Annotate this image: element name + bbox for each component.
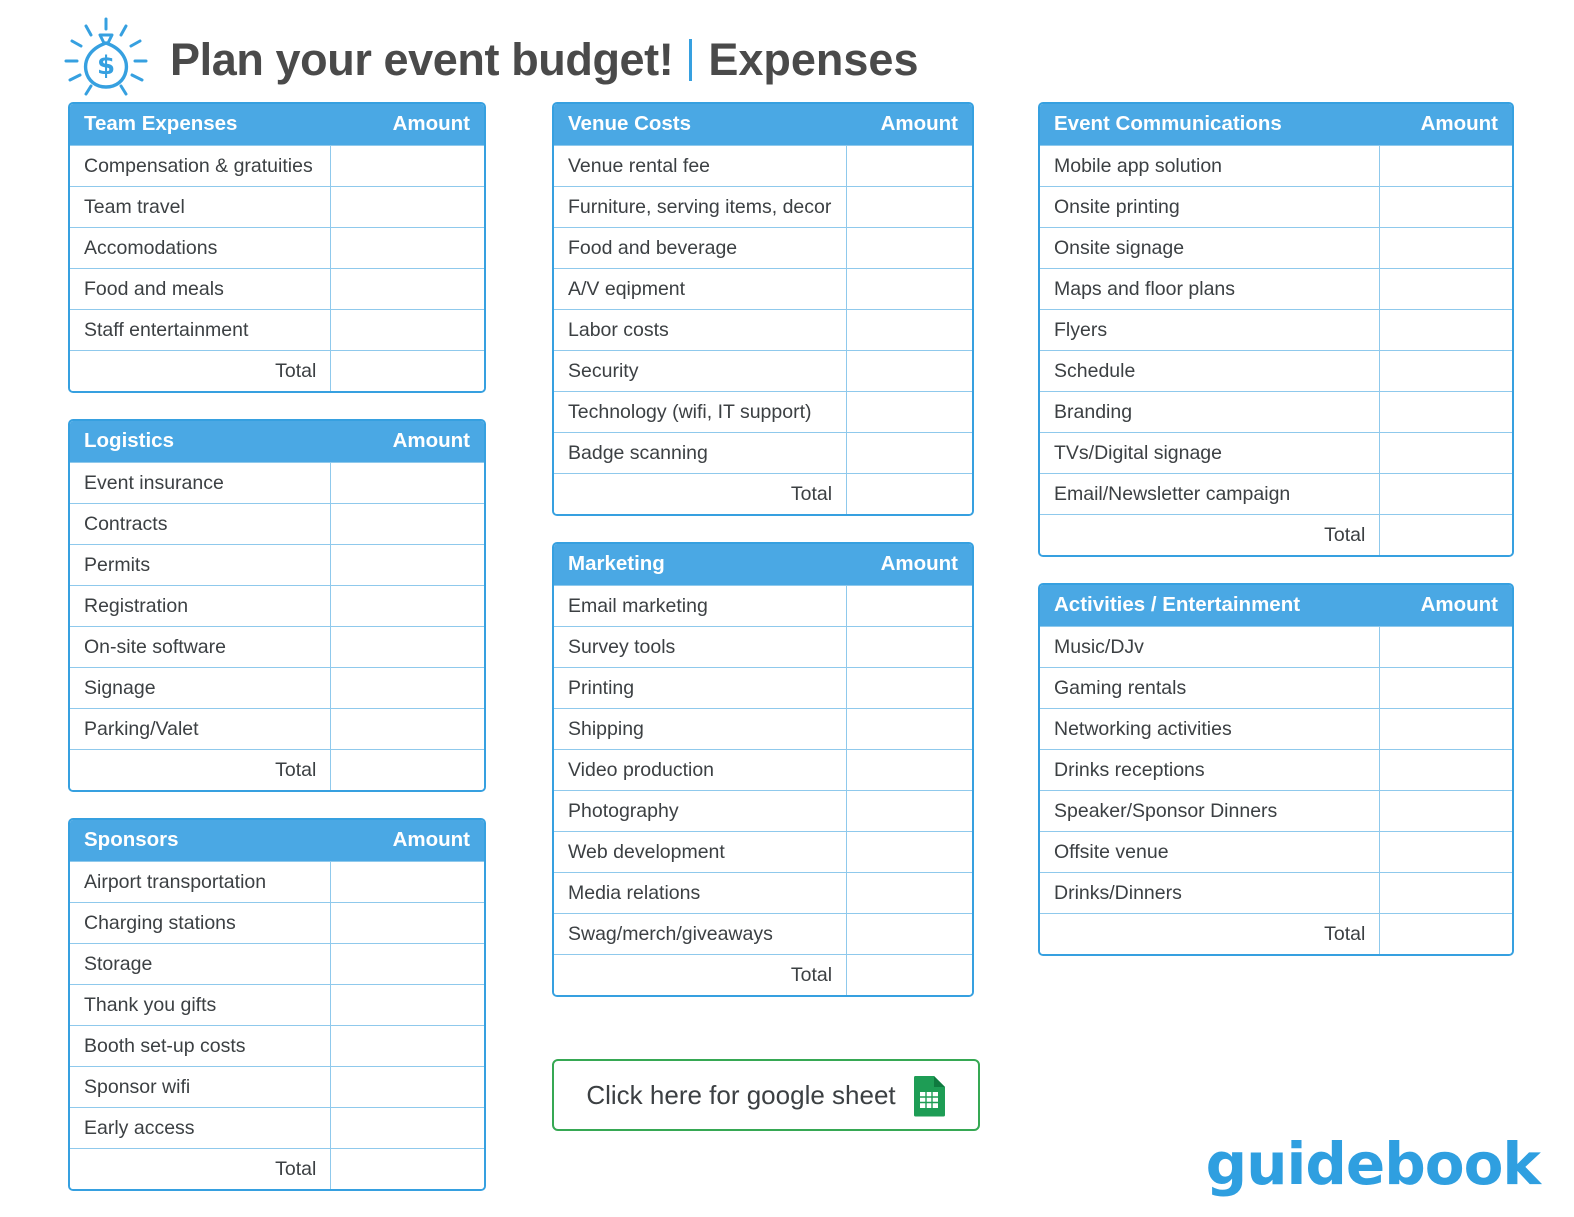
table-row	[70, 187, 484, 228]
amount-input[interactable]	[1380, 146, 1512, 187]
total-label: Total	[1040, 515, 1380, 556]
row-label: Branding	[1040, 392, 1380, 433]
table-row	[554, 750, 972, 791]
amount-input[interactable]	[331, 463, 484, 504]
amount-input[interactable]	[1380, 187, 1512, 228]
row-label: Venue rental fee	[554, 146, 847, 187]
amount-header: Amount	[331, 421, 484, 463]
amount-input[interactable]	[331, 1067, 484, 1108]
table-total-row	[554, 955, 972, 996]
row-label: Drinks receptions	[1040, 750, 1380, 791]
page-subtitle: Expenses	[708, 33, 919, 85]
amount-input[interactable]	[847, 586, 972, 627]
row-label: Compensation & gratuities	[70, 146, 331, 187]
amount-input[interactable]	[1380, 709, 1512, 750]
amount-input[interactable]	[847, 433, 972, 474]
row-label: Accomodations	[70, 228, 331, 269]
table-title: Marketing	[554, 544, 847, 586]
table-row	[554, 146, 972, 187]
amount-header: Amount	[1380, 104, 1512, 146]
table-total-row	[554, 474, 972, 515]
row-label: Badge scanning	[554, 433, 847, 474]
row-label: Labor costs	[554, 310, 847, 351]
amount-input[interactable]	[331, 668, 484, 709]
row-label: Signage	[70, 668, 331, 709]
column-middle	[486, 102, 974, 1217]
row-label: Flyers	[1040, 310, 1380, 351]
table-row	[70, 668, 484, 709]
amount-input[interactable]	[331, 903, 484, 944]
row-label: Email marketing	[554, 586, 847, 627]
amount-input[interactable]	[331, 1108, 484, 1149]
table-total-row	[1040, 914, 1512, 955]
table-row	[70, 985, 484, 1026]
amount-input[interactable]	[847, 873, 972, 914]
table-logistics	[68, 419, 486, 792]
row-label: Event insurance	[70, 463, 331, 504]
row-label: Survey tools	[554, 627, 847, 668]
table-sponsors	[68, 818, 486, 1191]
amount-input[interactable]	[847, 187, 972, 228]
amount-input[interactable]	[331, 627, 484, 668]
row-label: Registration	[70, 586, 331, 627]
total-amount[interactable]	[331, 351, 484, 392]
amount-input[interactable]	[331, 187, 484, 228]
table-marketing	[552, 542, 974, 997]
guidebook-logo: guidebook	[1205, 1130, 1540, 1198]
amount-input[interactable]	[847, 228, 972, 269]
row-label: Booth set-up costs	[70, 1026, 331, 1067]
row-label: Food and meals	[70, 269, 331, 310]
amount-input[interactable]	[331, 146, 484, 187]
row-label: A/V eqipment	[554, 269, 847, 310]
row-label: Printing	[554, 668, 847, 709]
total-amount[interactable]	[1380, 914, 1512, 955]
table-row	[554, 228, 972, 269]
amount-input[interactable]	[847, 269, 972, 310]
amount-input[interactable]	[1380, 791, 1512, 832]
table-header-row	[70, 820, 484, 862]
amount-input[interactable]	[331, 944, 484, 985]
row-label: Security	[554, 351, 847, 392]
row-label: Charging stations	[70, 903, 331, 944]
amount-input[interactable]	[1380, 269, 1512, 310]
amount-input[interactable]	[331, 862, 484, 903]
row-label: Offsite venue	[1040, 832, 1380, 873]
money-bag-icon	[56, 17, 156, 101]
total-label: Total	[1040, 914, 1380, 955]
table-header-row	[70, 104, 484, 146]
total-amount[interactable]	[331, 1149, 484, 1190]
table-venue-costs	[552, 102, 974, 516]
amount-input[interactable]	[331, 985, 484, 1026]
amount-input[interactable]	[331, 545, 484, 586]
row-label: Staff entertainment	[70, 310, 331, 351]
amount-input[interactable]	[331, 310, 484, 351]
table-row	[70, 944, 484, 985]
table-row	[70, 709, 484, 750]
row-label: Airport transportation	[70, 862, 331, 903]
table-row	[554, 586, 972, 627]
amount-input[interactable]	[847, 392, 972, 433]
amount-input[interactable]	[331, 709, 484, 750]
table-row	[70, 310, 484, 351]
table-row	[554, 269, 972, 310]
amount-input[interactable]	[1380, 351, 1512, 392]
table-row	[1040, 627, 1512, 668]
row-label: Team travel	[70, 187, 331, 228]
table-title: Sponsors	[70, 820, 331, 862]
amount-input[interactable]	[1380, 392, 1512, 433]
table-row	[70, 1067, 484, 1108]
row-label: Permits	[70, 545, 331, 586]
table-header-row	[1040, 585, 1512, 627]
row-label: Contracts	[70, 504, 331, 545]
amount-input[interactable]	[331, 504, 484, 545]
table-row	[554, 873, 972, 914]
row-label: Maps and floor plans	[1040, 269, 1380, 310]
amount-input[interactable]	[331, 269, 484, 310]
table-row	[70, 627, 484, 668]
table-row	[554, 627, 972, 668]
amount-input[interactable]	[847, 310, 972, 351]
amount-input[interactable]	[1380, 433, 1512, 474]
title-divider	[689, 39, 692, 81]
table-title: Team Expenses	[70, 104, 331, 146]
amount-input[interactable]	[847, 146, 972, 187]
google-sheet-button-label: Click here for google sheet	[586, 1079, 896, 1110]
table-row	[70, 862, 484, 903]
row-label: Web development	[554, 832, 847, 873]
table-event-communications	[1038, 102, 1514, 557]
row-label: Speaker/Sponsor Dinners	[1040, 791, 1380, 832]
amount-input[interactable]	[1380, 310, 1512, 351]
table-total-row	[1040, 515, 1512, 556]
table-row	[70, 146, 484, 187]
table-header-row	[554, 544, 972, 586]
total-label: Total	[70, 1149, 331, 1190]
table-row	[70, 228, 484, 269]
amount-header: Amount	[331, 104, 484, 146]
table-title: Activities / Entertainment	[1040, 585, 1380, 627]
amount-input[interactable]	[847, 832, 972, 873]
table-row	[554, 709, 972, 750]
row-label: Food and beverage	[554, 228, 847, 269]
page-header	[0, 0, 1574, 96]
table-row	[1040, 709, 1512, 750]
row-label: Storage	[70, 944, 331, 985]
row-label: Thank you gifts	[70, 985, 331, 1026]
row-label: Photography	[554, 791, 847, 832]
amount-input[interactable]	[1380, 750, 1512, 791]
table-row	[554, 187, 972, 228]
amount-input[interactable]	[1380, 627, 1512, 668]
row-label: Gaming rentals	[1040, 668, 1380, 709]
table-row	[554, 668, 972, 709]
row-label: Onsite signage	[1040, 228, 1380, 269]
row-label: Mobile app solution	[1040, 146, 1380, 187]
table-row	[554, 832, 972, 873]
amount-input[interactable]	[847, 914, 972, 955]
row-label: Schedule	[1040, 351, 1380, 392]
google-sheet-button[interactable]	[552, 1059, 980, 1131]
table-row	[1040, 187, 1512, 228]
table-row	[554, 914, 972, 955]
row-label: Email/Newsletter campaign	[1040, 474, 1380, 515]
amount-input[interactable]	[847, 351, 972, 392]
svg-text:$: $	[96, 51, 116, 81]
table-row	[1040, 791, 1512, 832]
table-row	[554, 433, 972, 474]
amount-input[interactable]	[847, 668, 972, 709]
total-amount[interactable]	[847, 474, 972, 515]
row-label: TVs/Digital signage	[1040, 433, 1380, 474]
amount-header: Amount	[847, 104, 972, 146]
table-row	[70, 463, 484, 504]
table-row	[70, 1108, 484, 1149]
row-label: Swag/merch/giveaways	[554, 914, 847, 955]
amount-input[interactable]	[331, 228, 484, 269]
table-row	[70, 269, 484, 310]
amount-header: Amount	[847, 544, 972, 586]
table-row	[1040, 873, 1512, 914]
row-label: Furniture, serving items, decor	[554, 187, 847, 228]
total-amount[interactable]	[331, 750, 484, 791]
table-total-row	[70, 1149, 484, 1190]
column-right	[974, 102, 1514, 1217]
table-row	[1040, 750, 1512, 791]
page-title: Plan your event budget!	[170, 33, 674, 85]
total-label: Total	[554, 955, 847, 996]
table-team-expenses	[68, 102, 486, 393]
table-row	[554, 392, 972, 433]
row-label: Media relations	[554, 873, 847, 914]
amount-input[interactable]	[331, 1026, 484, 1067]
table-activities-entertainment	[1038, 583, 1514, 956]
row-label: Technology (wifi, IT support)	[554, 392, 847, 433]
table-total-row	[70, 351, 484, 392]
total-label: Total	[554, 474, 847, 515]
table-header-row	[1040, 104, 1512, 146]
table-row	[70, 1026, 484, 1067]
budget-columns	[0, 96, 1574, 1217]
row-label: Sponsor wifi	[70, 1067, 331, 1108]
table-title: Event Communications	[1040, 104, 1380, 146]
table-row	[1040, 310, 1512, 351]
table-row	[70, 504, 484, 545]
amount-input[interactable]	[847, 627, 972, 668]
row-label: Parking/Valet	[70, 709, 331, 750]
table-row	[554, 310, 972, 351]
amount-header: Amount	[1380, 585, 1512, 627]
total-amount[interactable]	[847, 955, 972, 996]
row-label: Music/DJv	[1040, 627, 1380, 668]
table-row	[70, 903, 484, 944]
amount-input[interactable]	[1380, 474, 1512, 515]
table-title: Logistics	[70, 421, 331, 463]
table-row	[1040, 269, 1512, 310]
table-row	[1040, 832, 1512, 873]
table-header-row	[554, 104, 972, 146]
table-row	[1040, 433, 1512, 474]
column-left	[0, 102, 486, 1217]
table-row	[70, 545, 484, 586]
row-label: Networking activities	[1040, 709, 1380, 750]
amount-input[interactable]	[847, 709, 972, 750]
google-sheets-icon	[912, 1075, 946, 1115]
amount-input[interactable]	[1380, 668, 1512, 709]
table-total-row	[70, 750, 484, 791]
row-label: Shipping	[554, 709, 847, 750]
amount-input[interactable]	[1380, 832, 1512, 873]
row-label: On-site software	[70, 627, 331, 668]
total-amount[interactable]	[1380, 515, 1512, 556]
amount-input[interactable]	[1380, 228, 1512, 269]
row-label: Video production	[554, 750, 847, 791]
table-row	[1040, 474, 1512, 515]
amount-input[interactable]	[847, 750, 972, 791]
table-row	[70, 586, 484, 627]
row-label: Early access	[70, 1108, 331, 1149]
amount-input[interactable]	[331, 586, 484, 627]
total-label: Total	[70, 750, 331, 791]
table-row	[554, 351, 972, 392]
amount-input[interactable]	[847, 791, 972, 832]
table-title: Venue Costs	[554, 104, 847, 146]
table-row	[1040, 146, 1512, 187]
total-label: Total	[70, 351, 331, 392]
row-label: Drinks/Dinners	[1040, 873, 1380, 914]
table-row	[1040, 228, 1512, 269]
amount-header: Amount	[331, 820, 484, 862]
table-row	[554, 791, 972, 832]
table-header-row	[70, 421, 484, 463]
amount-input[interactable]	[1380, 873, 1512, 914]
table-row	[1040, 668, 1512, 709]
table-row	[1040, 351, 1512, 392]
table-row	[1040, 392, 1512, 433]
row-label: Onsite printing	[1040, 187, 1380, 228]
